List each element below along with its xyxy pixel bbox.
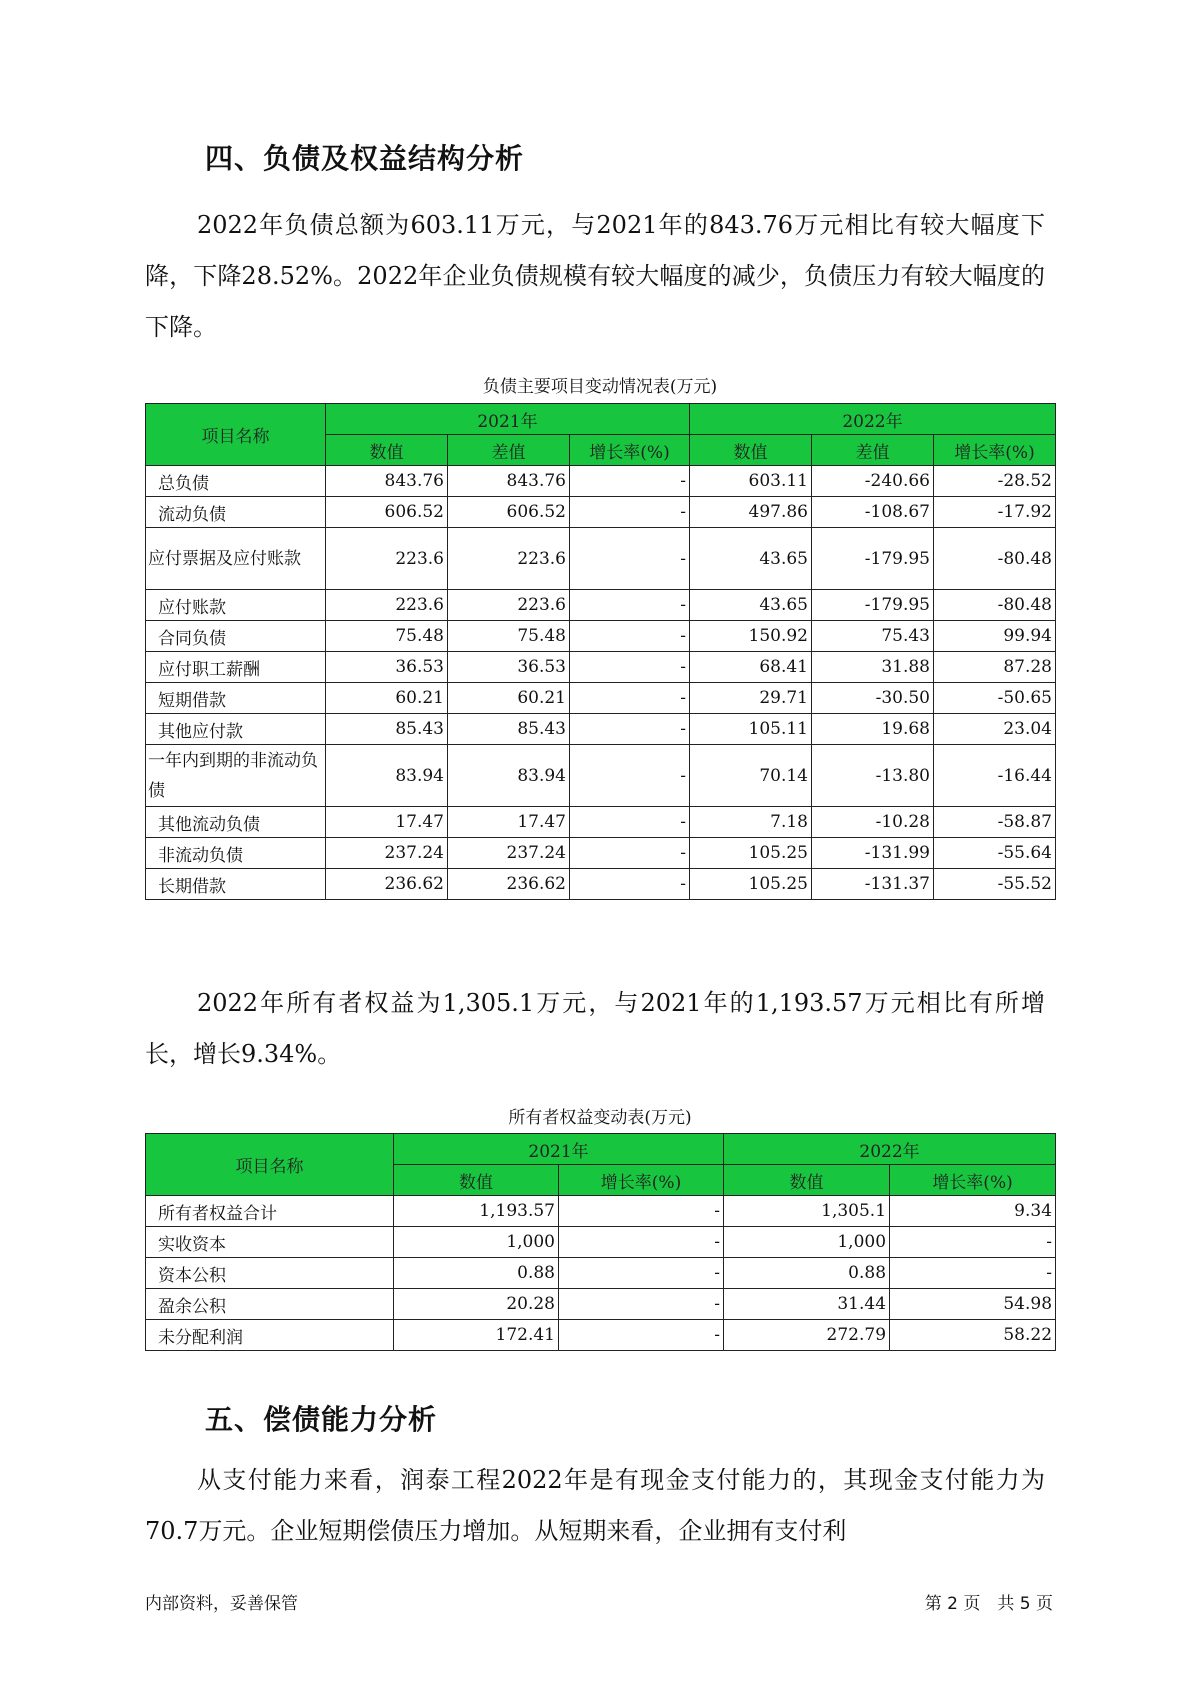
table-row — [146, 869, 1056, 900]
sub-growth-2022: 增长率(%) — [890, 1165, 1056, 1196]
liability-table — [145, 403, 1056, 900]
cell-value-2022: 43.65 — [690, 590, 812, 621]
equity-summary-paragraph: 2022年所有者权益为1,305.1万元，与2021年的1,193.57万元相比有所增长，增长9.34%。 — [145, 989, 1045, 1068]
cell-value-2021: 223.6 — [326, 590, 448, 621]
cell-growth-2021: - — [570, 869, 690, 900]
table-row — [146, 838, 1056, 869]
table-row — [146, 497, 1056, 528]
cell-value-2022: 272.79 — [724, 1320, 890, 1351]
cell-growth-2022: -55.64 — [934, 838, 1056, 869]
cell-value-2022: 70.14 — [690, 745, 812, 807]
cell-growth-2022: -28.52 — [934, 466, 1056, 497]
cell-growth-2022: 54.98 — [890, 1289, 1056, 1320]
cell-growth-2021: - — [570, 838, 690, 869]
row-name: 应付账款 — [146, 590, 326, 621]
cell-diff-2022: -179.95 — [812, 528, 934, 590]
cell-growth-2022: 99.94 — [934, 621, 1056, 652]
cell-value-2022: 7.18 — [690, 807, 812, 838]
sub-growth-2022: 增长率(%) — [934, 435, 1056, 466]
cell-growth-2022: - — [890, 1227, 1056, 1258]
cell-growth-2022: -16.44 — [934, 745, 1056, 807]
cell-diff-2021: 36.53 — [448, 652, 570, 683]
section-4-heading: 四、负债及权益结构分析 — [205, 142, 525, 175]
cell-value-2022: 43.65 — [690, 528, 812, 590]
table-row — [146, 807, 1056, 838]
cell-value-2021: 843.76 — [326, 466, 448, 497]
cell-value-2021: 17.47 — [326, 807, 448, 838]
row-name: 长期借款 — [146, 869, 326, 900]
cell-value-2022: 68.41 — [690, 652, 812, 683]
cell-growth-2022: -80.48 — [934, 590, 1056, 621]
cell-growth-2022: 58.22 — [890, 1320, 1056, 1351]
year-2022-header: 2022年 — [724, 1134, 1056, 1165]
row-name: 非流动负债 — [146, 838, 326, 869]
cell-diff-2022: -131.37 — [812, 869, 934, 900]
table-row — [146, 652, 1056, 683]
sub-value-2022: 数值 — [690, 435, 812, 466]
cell-diff-2021: 223.6 — [448, 590, 570, 621]
cell-diff-2022: -10.28 — [812, 807, 934, 838]
cell-diff-2021: 237.24 — [448, 838, 570, 869]
cell-growth-2021: - — [570, 683, 690, 714]
cell-growth-2022: 87.28 — [934, 652, 1056, 683]
cell-diff-2022: -240.66 — [812, 466, 934, 497]
cell-diff-2021: 17.47 — [448, 807, 570, 838]
sub-diff-2022: 差值 — [812, 435, 934, 466]
sub-growth-2021: 增长率(%) — [570, 435, 690, 466]
cell-diff-2021: 236.62 — [448, 869, 570, 900]
cell-value-2021: 1,000 — [394, 1227, 559, 1258]
row-name: 短期借款 — [146, 683, 326, 714]
cell-growth-2021: - — [559, 1258, 724, 1289]
cell-value-2021: 0.88 — [394, 1258, 559, 1289]
table-row — [146, 1196, 1056, 1227]
table-row — [146, 683, 1056, 714]
row-name: 实收资本 — [146, 1227, 394, 1258]
table-row — [146, 1289, 1056, 1320]
col-item-name: 项目名称 — [146, 1134, 394, 1196]
year-2021-header: 2021年 — [326, 404, 690, 435]
row-name: 一年内到期的非流动负债 — [146, 745, 326, 807]
row-name: 未分配利润 — [146, 1320, 394, 1351]
cell-diff-2021: 83.94 — [448, 745, 570, 807]
footer-confidential: 内部资料，妥善保管 — [145, 1594, 298, 1614]
cell-diff-2022: 19.68 — [812, 714, 934, 745]
cell-diff-2021: 843.76 — [448, 466, 570, 497]
cell-growth-2022: 9.34 — [890, 1196, 1056, 1227]
cell-growth-2021: - — [570, 466, 690, 497]
cell-value-2022: 150.92 — [690, 621, 812, 652]
sub-value-2022: 数值 — [724, 1165, 890, 1196]
cell-growth-2022: -58.87 — [934, 807, 1056, 838]
table-row — [146, 1320, 1056, 1351]
cell-growth-2021: - — [570, 621, 690, 652]
cell-growth-2022: 23.04 — [934, 714, 1056, 745]
liability-table-caption: 负债主要项目变动情况表(万元) — [482, 377, 718, 397]
cell-growth-2021: - — [570, 652, 690, 683]
cell-value-2022: 29.71 — [690, 683, 812, 714]
cell-diff-2022: -13.80 — [812, 745, 934, 807]
row-name: 流动负债 — [146, 497, 326, 528]
cell-diff-2022: -131.99 — [812, 838, 934, 869]
cell-growth-2021: - — [559, 1289, 724, 1320]
cell-value-2021: 223.6 — [326, 528, 448, 590]
cell-diff-2022: -30.50 — [812, 683, 934, 714]
table-row — [146, 1227, 1056, 1258]
cell-growth-2022: -17.92 — [934, 497, 1056, 528]
cell-diff-2022: -108.67 — [812, 497, 934, 528]
row-name: 其他流动负债 — [146, 807, 326, 838]
cell-value-2021: 237.24 — [326, 838, 448, 869]
table-row — [146, 1258, 1056, 1289]
table-row — [146, 621, 1056, 652]
row-name: 合同负债 — [146, 621, 326, 652]
year-2021-header: 2021年 — [394, 1134, 724, 1165]
cell-value-2022: 105.25 — [690, 869, 812, 900]
cell-growth-2021: - — [570, 745, 690, 807]
cell-growth-2022: - — [890, 1258, 1056, 1289]
footer-page-number: 第 2 页 共 5 页 — [924, 1594, 1053, 1614]
year-2022-header: 2022年 — [690, 404, 1056, 435]
cell-diff-2021: 606.52 — [448, 497, 570, 528]
cell-growth-2021: - — [570, 528, 690, 590]
cell-value-2022: 31.44 — [724, 1289, 890, 1320]
cell-value-2022: 0.88 — [724, 1258, 890, 1289]
cell-value-2021: 83.94 — [326, 745, 448, 807]
cell-growth-2021: - — [570, 590, 690, 621]
row-name: 应付票据及应付账款 — [146, 528, 326, 590]
cell-diff-2021: 60.21 — [448, 683, 570, 714]
cell-value-2022: 1,000 — [724, 1227, 890, 1258]
cell-value-2022: 1,305.1 — [724, 1196, 890, 1227]
cell-diff-2021: 75.48 — [448, 621, 570, 652]
table-row — [146, 590, 1056, 621]
liability-summary-paragraph: 2022年负债总额为603.11万元，与2021年的843.76万元相比有较大幅度下降，下降28.52%。2022年企业负债规模有较大幅度的减少，负债压力有较大幅度的下降。 — [145, 211, 1045, 341]
equity-table-caption: 所有者权益变动表(万元) — [508, 1108, 692, 1128]
cell-diff-2022: -179.95 — [812, 590, 934, 621]
cell-value-2022: 603.11 — [690, 466, 812, 497]
row-name: 应付职工薪酬 — [146, 652, 326, 683]
solvency-paragraph: 从支付能力来看，润泰工程2022年是有现金支付能力的，其现金支付能力为70.7万元。企业短期偿债压力增加。从短期来看，企业拥有支付利 — [145, 1466, 1045, 1545]
row-name: 其他应付款 — [146, 714, 326, 745]
cell-growth-2022: -55.52 — [934, 869, 1056, 900]
cell-value-2021: 20.28 — [394, 1289, 559, 1320]
cell-value-2021: 60.21 — [326, 683, 448, 714]
cell-value-2021: 85.43 — [326, 714, 448, 745]
sub-value-2021: 数值 — [326, 435, 448, 466]
cell-growth-2021: - — [570, 497, 690, 528]
row-name: 总负债 — [146, 466, 326, 497]
cell-value-2021: 1,193.57 — [394, 1196, 559, 1227]
cell-value-2022: 105.11 — [690, 714, 812, 745]
table-row — [146, 714, 1056, 745]
cell-growth-2021: - — [559, 1320, 724, 1351]
sub-growth-2021: 增长率(%) — [559, 1165, 724, 1196]
cell-value-2021: 75.48 — [326, 621, 448, 652]
cell-value-2021: 236.62 — [326, 869, 448, 900]
cell-value-2021: 172.41 — [394, 1320, 559, 1351]
cell-growth-2021: - — [570, 714, 690, 745]
cell-value-2022: 497.86 — [690, 497, 812, 528]
cell-diff-2021: 85.43 — [448, 714, 570, 745]
row-name: 盈余公积 — [146, 1289, 394, 1320]
col-item-name: 项目名称 — [146, 404, 326, 466]
row-name: 所有者权益合计 — [146, 1196, 394, 1227]
equity-table — [145, 1133, 1056, 1351]
cell-growth-2021: - — [559, 1227, 724, 1258]
cell-diff-2022: 31.88 — [812, 652, 934, 683]
table-row — [146, 528, 1056, 590]
table-row — [146, 466, 1056, 497]
cell-growth-2022: -80.48 — [934, 528, 1056, 590]
cell-value-2021: 36.53 — [326, 652, 448, 683]
sub-value-2021: 数值 — [394, 1165, 559, 1196]
cell-diff-2022: 75.43 — [812, 621, 934, 652]
sub-diff-2021: 差值 — [448, 435, 570, 466]
table-row — [146, 745, 1056, 807]
cell-growth-2021: - — [559, 1196, 724, 1227]
cell-value-2022: 105.25 — [690, 838, 812, 869]
cell-growth-2022: -50.65 — [934, 683, 1056, 714]
cell-value-2021: 606.52 — [326, 497, 448, 528]
cell-growth-2021: - — [570, 807, 690, 838]
cell-diff-2021: 223.6 — [448, 528, 570, 590]
section-5-heading: 五、偿债能力分析 — [205, 1403, 438, 1436]
row-name: 资本公积 — [146, 1258, 394, 1289]
